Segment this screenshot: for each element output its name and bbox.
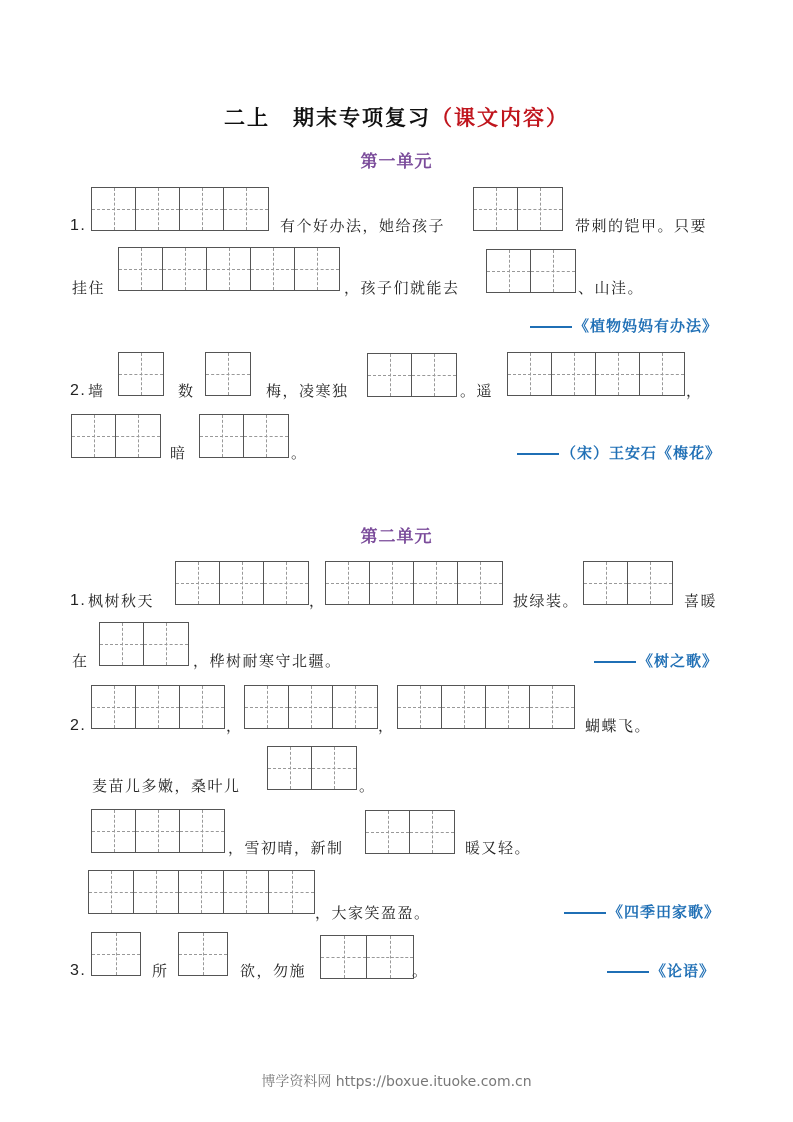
text: 蝴蝶飞。 <box>585 717 652 735</box>
answer-boxes-2[interactable] <box>583 561 673 605</box>
source-attribution <box>607 960 715 981</box>
text: 。 <box>412 962 429 980</box>
answer-boxes-3[interactable] <box>91 685 225 729</box>
dash-line <box>564 912 606 914</box>
title-highlight: （课文内容） <box>431 105 569 130</box>
dash-line <box>594 661 636 663</box>
answer-boxes-2[interactable] <box>473 187 563 231</box>
text: 在 <box>72 652 89 670</box>
page-title <box>0 102 793 132</box>
answer-boxes-3[interactable] <box>244 685 378 729</box>
unit-2-heading: 第二单元 <box>360 527 433 547</box>
answer-boxes-1[interactable] <box>118 352 164 396</box>
answer-boxes-3[interactable] <box>91 809 225 853</box>
answer-boxes-2[interactable] <box>199 414 289 458</box>
text: ， <box>686 382 703 400</box>
answer-boxes-5[interactable] <box>88 870 315 914</box>
source-attribution <box>594 650 718 671</box>
text: 所 <box>152 962 169 980</box>
text: ， <box>378 717 395 735</box>
answer-boxes-2[interactable] <box>267 746 357 790</box>
answer-boxes-1[interactable] <box>205 352 251 396</box>
item-number: 1. <box>70 217 87 234</box>
source-text: 《四季田家歌》 <box>607 903 720 921</box>
text: 欲，勿施 <box>240 962 307 980</box>
text: 有个好办法，她给孩子 <box>280 217 446 235</box>
text: 挂住 <box>72 279 106 297</box>
answer-boxes-2[interactable] <box>320 935 414 979</box>
item-number: 3. <box>70 962 87 979</box>
dash-line <box>530 326 572 328</box>
answer-boxes-2[interactable] <box>365 810 455 854</box>
answer-boxes-1[interactable] <box>91 932 141 976</box>
text: 枫树秋天 <box>88 592 155 610</box>
text: ， <box>309 592 326 610</box>
dash-line <box>607 971 649 973</box>
answer-boxes-3[interactable] <box>175 561 309 605</box>
answer-boxes-5[interactable] <box>118 247 340 291</box>
item-number: 2. <box>70 717 87 734</box>
text: 梅，凌寒独 <box>266 382 349 400</box>
text: 墙 <box>88 382 105 400</box>
source-text: 《树之歌》 <box>637 652 718 670</box>
source-attribution <box>517 442 721 463</box>
text: 数 <box>178 382 195 400</box>
text: ， <box>226 717 243 735</box>
source-text: 《论语》 <box>650 962 715 980</box>
unit-1-heading: 第一单元 <box>360 152 433 172</box>
answer-boxes-4[interactable] <box>325 561 503 605</box>
source-attribution <box>530 315 718 336</box>
text: ，雪初晴，新制 <box>228 839 344 857</box>
text: 。 <box>359 777 376 795</box>
text: 。遥 <box>460 382 494 400</box>
answer-boxes-4[interactable] <box>397 685 575 729</box>
answer-boxes-1[interactable] <box>178 932 228 976</box>
answer-boxes-2[interactable] <box>486 249 576 293</box>
text: 喜暖 <box>684 592 718 610</box>
text: ，大家笑盈盈。 <box>315 904 431 922</box>
text: 麦苗儿多嫩，桑叶儿 <box>92 777 241 795</box>
footer-watermark: 博学资料网 https://boxue.ituoke.com.cn <box>261 1074 532 1090</box>
answer-boxes-4[interactable] <box>91 187 269 231</box>
answer-boxes-4[interactable] <box>507 352 685 396</box>
text: 、山洼。 <box>578 279 645 297</box>
text: ，桦树耐寒守北疆。 <box>193 652 342 670</box>
source-text: 《植物妈妈有办法》 <box>573 317 718 335</box>
source-attribution <box>564 901 720 922</box>
item-number: 1. <box>70 592 87 609</box>
text: 。 <box>291 444 308 462</box>
answer-boxes-2[interactable] <box>367 353 457 397</box>
text: 带刺的铠甲。只要 <box>575 217 708 235</box>
item-number: 2. <box>70 382 87 399</box>
text: 披绿装。 <box>513 592 580 610</box>
title-main: 二上 期末专项复习 <box>224 105 431 130</box>
source-text: （宋）王安石《梅花》 <box>560 444 721 462</box>
dash-line <box>517 453 559 455</box>
text: 暗 <box>170 444 187 462</box>
answer-boxes-2[interactable] <box>99 622 189 666</box>
answer-boxes-2[interactable] <box>71 414 161 458</box>
text: ，孩子们就能去 <box>344 279 460 297</box>
text: 暖又轻。 <box>465 839 532 857</box>
